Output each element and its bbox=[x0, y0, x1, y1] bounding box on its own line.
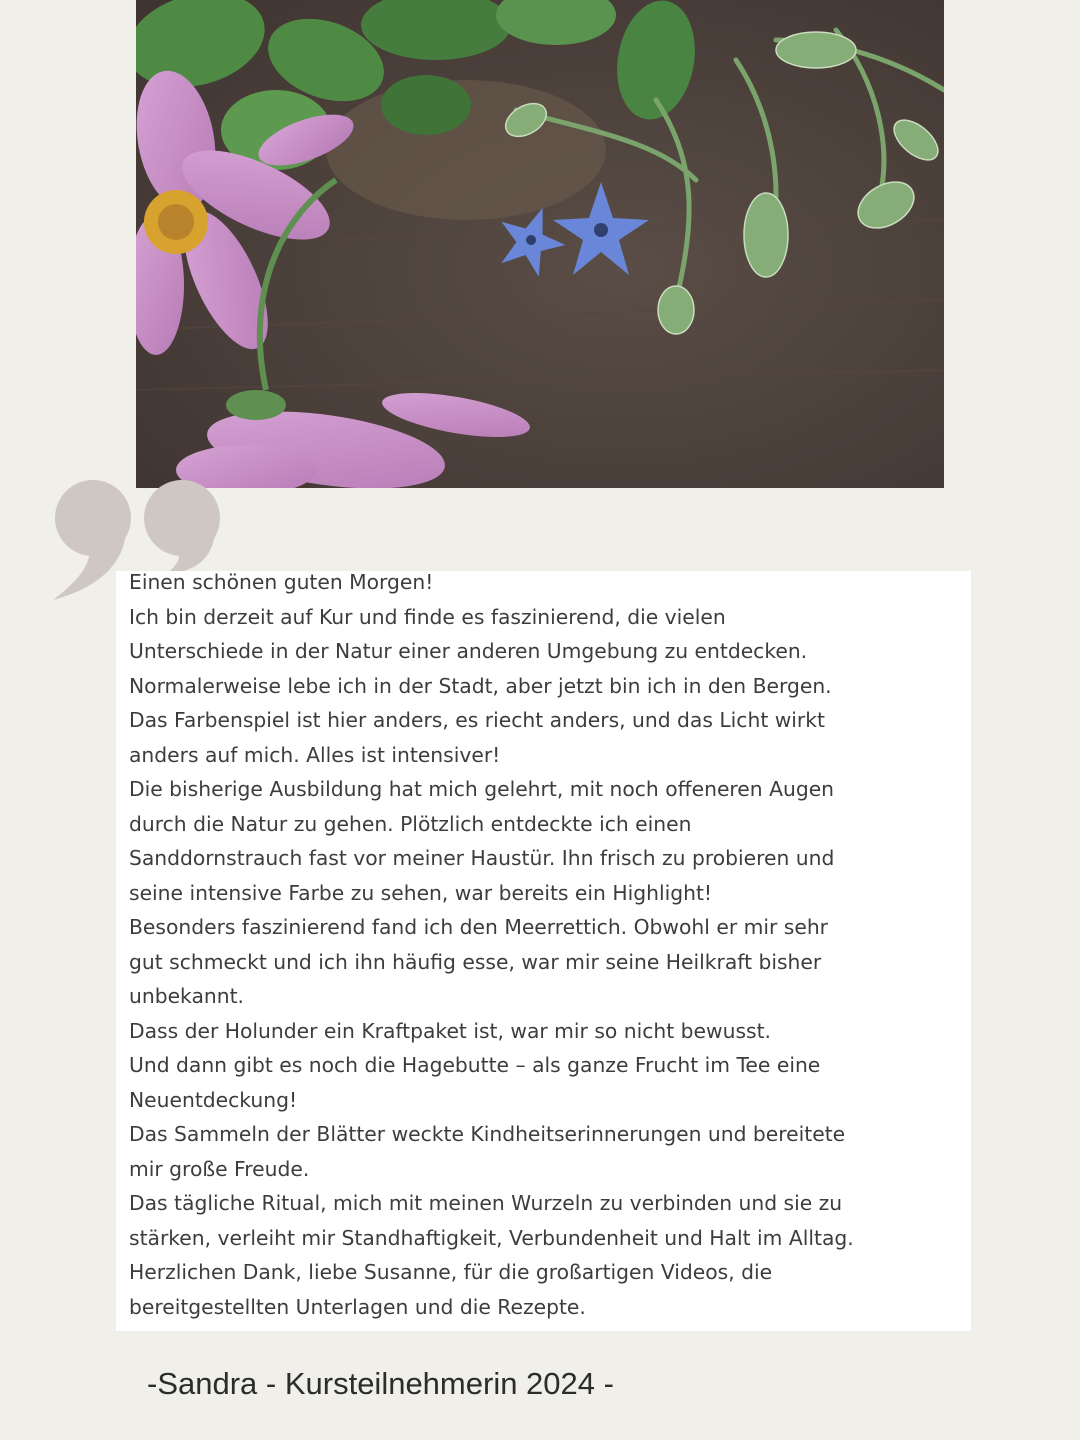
testimonial-line: Das tägliche Ritual, mich mit meinen Wurzeln zu verbinden und sie zu bbox=[129, 1191, 843, 1215]
testimonial-line: unbekannt. bbox=[129, 984, 244, 1008]
testimonial-line: mir große Freude. bbox=[129, 1156, 310, 1181]
testimonial-line: Und dann gibt es noch die Hagebutte – als ganze Frucht im Tee eine bbox=[129, 1053, 821, 1077]
testimonial-line: Neuentdeckung! bbox=[129, 1087, 298, 1112]
testimonial-box bbox=[116, 571, 971, 1331]
testimonial-line: Unterschiede in der Natur einer anderen Umgebung zu entdecken. bbox=[129, 639, 808, 663]
testimonial-line: Das Sammeln der Blätter weckte Kindheitserinnerungen und bereitete bbox=[129, 1122, 846, 1146]
testimonial-line: Ich bin derzeit auf Kur und finde es faszinierend, die vielen bbox=[129, 604, 726, 629]
flowers-photo bbox=[136, 0, 944, 488]
testimonial-line: Normalerweise lebe ich in der Stadt, aber jetzt bin ich in den Bergen. bbox=[129, 673, 832, 698]
testimonial-text bbox=[116, 571, 971, 1324]
testimonial-line: durch die Natur zu gehen. Plötzlich entdeckte ich einen bbox=[129, 811, 692, 836]
testimonial-line: Einen schönen guten Morgen! bbox=[129, 571, 434, 594]
testimonial-line: gut schmeckt und ich ihn häufig esse, war mir seine Heilkraft bisher bbox=[129, 949, 822, 974]
testimonial-line: Das Farbenspiel ist hier anders, es riecht anders, und das Licht wirkt bbox=[129, 708, 825, 732]
testimonial-line: seine intensive Farbe zu sehen, war bereits ein Highlight! bbox=[129, 880, 713, 905]
testimonial-line: Die bisherige Ausbildung hat mich gelehrt, mit noch offeneren Augen bbox=[129, 777, 835, 801]
testimonial-line: Besonders faszinierend fand ich den Meerrettich. Obwohl er mir sehr bbox=[129, 915, 829, 939]
testimonial-line: stärken, verleiht mir Standhaftigkeit, Verbundenheit und Halt im Alltag. bbox=[129, 1225, 854, 1250]
testimonial-line: Sanddornstrauch fast vor meiner Haustür. Ihn frisch zu probieren und bbox=[129, 846, 835, 870]
signature: -Sandra - Kursteilnehmerin 2024 - bbox=[147, 1366, 614, 1401]
testimonial-line: Dass der Holunder ein Kraftpaket ist, war mir so nicht bewusst. bbox=[129, 1018, 771, 1043]
testimonial-line: Herzlichen Dank, liebe Susanne, für die großartigen Videos, die bbox=[129, 1260, 773, 1284]
testimonial-line: bereitgestellten Unterlagen und die Rezepte. bbox=[129, 1294, 586, 1319]
testimonial-line: anders auf mich. Alles ist intensiver! bbox=[129, 742, 501, 767]
